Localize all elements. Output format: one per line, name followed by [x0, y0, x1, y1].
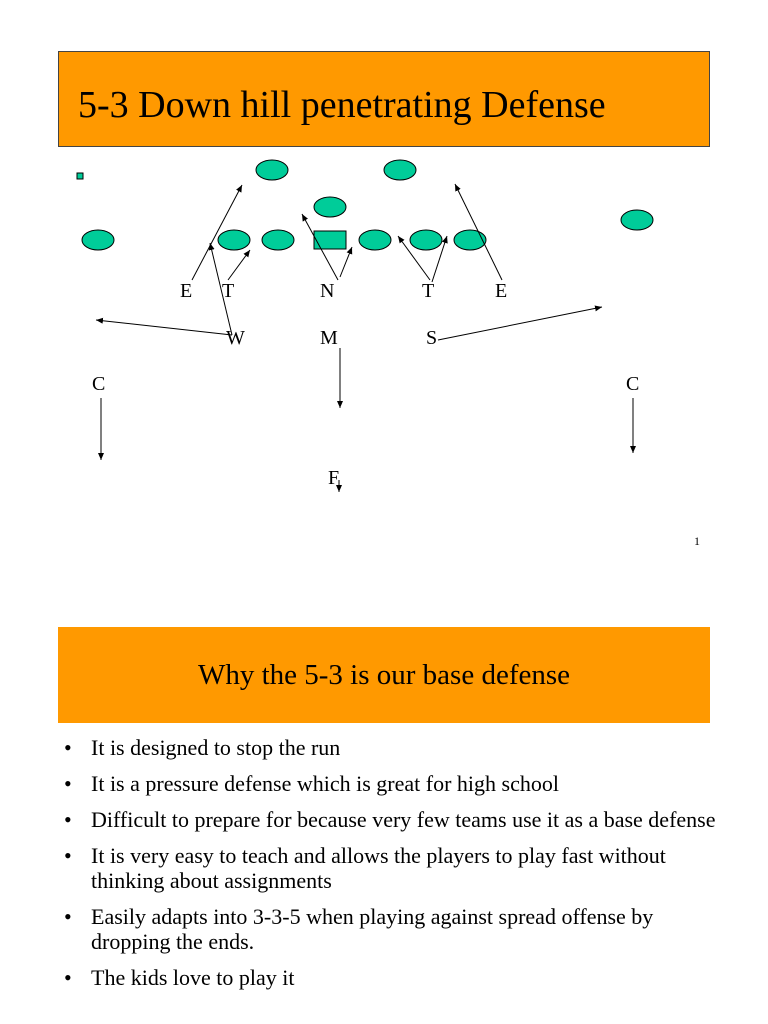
label-n: N	[320, 280, 335, 302]
bullet-list	[62, 735, 722, 1001]
offense-player	[314, 197, 346, 217]
slide2-title-box	[58, 627, 710, 723]
offense-player	[621, 210, 653, 230]
bullet-item: • It is a pressure defense which is great for high school	[62, 771, 722, 796]
offense-player	[256, 160, 288, 180]
arrow	[438, 307, 602, 340]
label-s: S	[426, 327, 438, 349]
label-m: M	[320, 327, 338, 349]
label-f: F	[328, 467, 340, 489]
label-c-left: C	[92, 373, 106, 395]
offense-player	[82, 230, 114, 250]
offense-player	[384, 160, 416, 180]
label-w: W	[226, 327, 245, 349]
page-number: 1	[694, 534, 700, 548]
slide-title: 5-3 Down hill penetrating Defense	[78, 84, 606, 126]
offense-player	[359, 230, 391, 250]
bullet-item: • It is designed to stop the run	[62, 735, 722, 760]
bullet-item: • It is very easy to teach and allows the players to play fast without thinking about assignments	[62, 843, 722, 893]
bullet-item: • The kids love to play it	[62, 965, 722, 990]
label-c-right: C	[626, 373, 640, 395]
offense-player	[410, 230, 442, 250]
bullet-item: • Difficult to prepare for because very few teams use it as a base defense	[62, 807, 722, 832]
marker-square	[77, 173, 83, 179]
label-t-left: T	[222, 280, 235, 302]
bullet-item: • Easily adapts into 3-3-5 when playing against spread offense by dropping the ends.	[62, 904, 722, 954]
arrow	[340, 247, 352, 277]
offense-player	[262, 230, 294, 250]
label-e-right: E	[495, 280, 508, 302]
arrow	[96, 320, 232, 335]
slide2-title: Why the 5-3 is our base defense	[197, 659, 571, 691]
label-t-right: T	[422, 280, 435, 302]
offense-player	[454, 230, 486, 250]
center-player	[314, 231, 346, 249]
label-e-left: E	[180, 280, 193, 302]
offense-player	[218, 230, 250, 250]
arrow	[228, 250, 250, 280]
